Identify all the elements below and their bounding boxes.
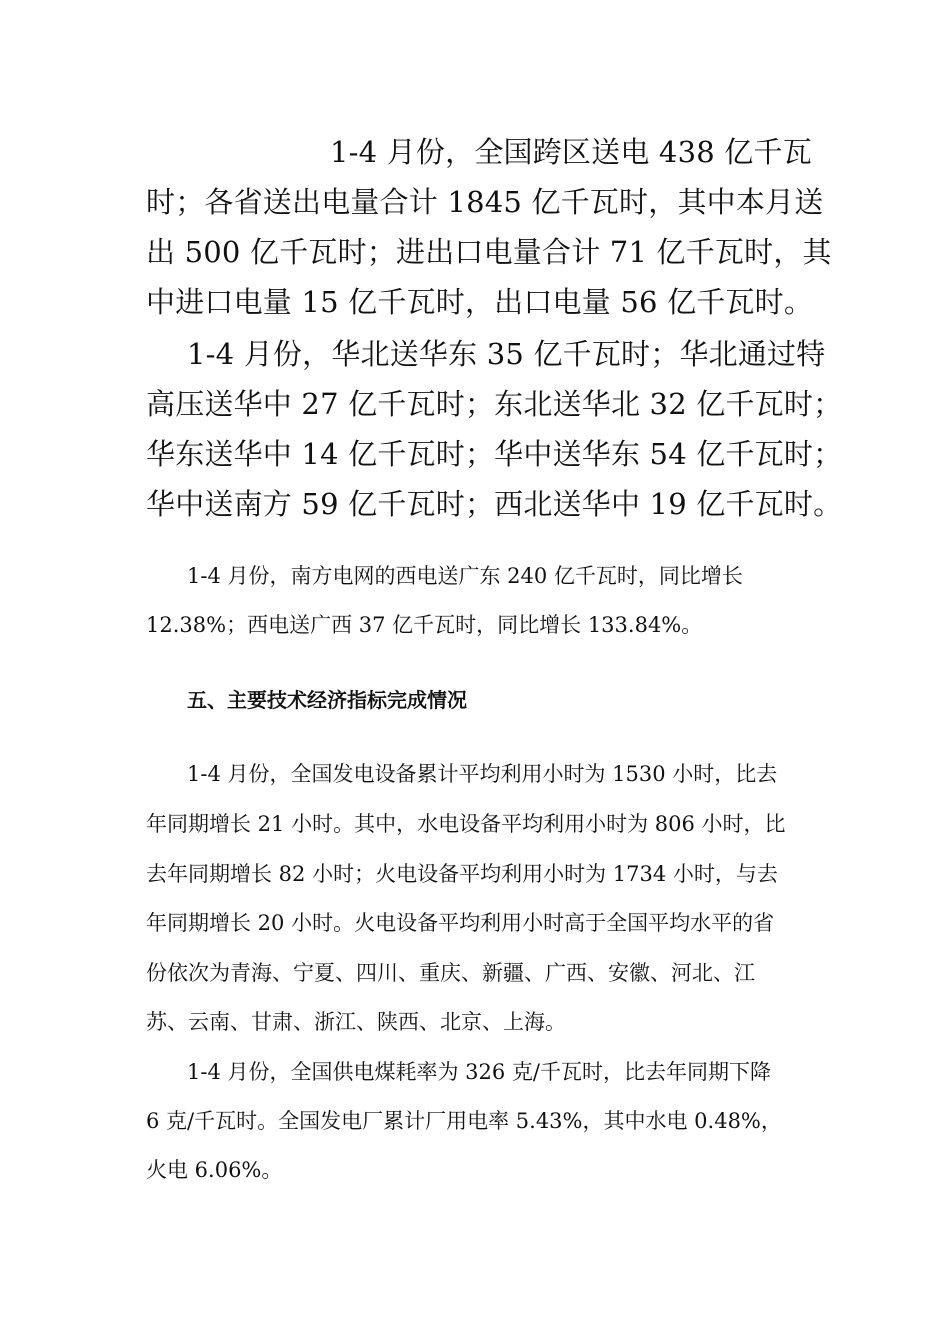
text-line: 12.38%；西电送广西 37 亿千瓦时，同比增长 133.84%。 <box>146 613 703 637</box>
text-line: 1-4 月份，全国供电煤耗率为 326 克/千瓦时，比去年同期下降 <box>187 1060 771 1084</box>
text-line: 份依次为青海、宁夏、四川、重庆、新疆、广西、安徽、河北、江 <box>146 961 755 985</box>
text-line: 华中送南方 59 亿千瓦时；西北送华中 19 亿千瓦时。 <box>146 487 843 521</box>
text-line: 年同期增长 21 小时。其中，水电设备平均利用小时为 806 小时，比 <box>146 812 786 836</box>
text-line: 去年同期增长 82 小时；火电设备平均利用小时为 1734 小时，与去 <box>146 862 778 886</box>
text-line: 1-4 月份，南方电网的西电送广东 240 亿千瓦时，同比增长 <box>187 564 743 588</box>
section-heading: 五、主要技术经济指标完成情况 <box>187 688 467 712</box>
text-line: 时；各省送出电量合计 1845 亿千瓦时，其中本月送 <box>146 185 824 219</box>
text-line: 1-4 月份，全国发电设备累计平均利用小时为 1530 小时，比去 <box>187 762 778 786</box>
text-line: 华东送华中 14 亿千瓦时；华中送华东 54 亿千瓦时； <box>146 437 843 471</box>
text-line: 火电 6.06%。 <box>146 1158 283 1182</box>
text-line: 年同期增长 20 小时。火电设备平均利用小时高于全国平均水平的省 <box>146 911 775 935</box>
text-line: 6 克/千瓦时。全国发电厂累计厂用电率 5.43%，其中水电 0.48%， <box>146 1109 782 1133</box>
text-line: 出 500 亿千瓦时；进出口电量合计 71 亿千瓦时，其 <box>146 235 832 269</box>
text-line: 高压送华中 27 亿千瓦时；东北送华北 32 亿千瓦时； <box>146 387 843 421</box>
text-line: 苏、云南、甘肃、浙江、陕西、北京、上海。 <box>146 1010 566 1034</box>
text-line: 1-4 月份，华北送华东 35 亿千瓦时；华北通过特 <box>187 337 826 371</box>
text-line: 中进口电量 15 亿千瓦时，出口电量 56 亿千瓦时。 <box>146 285 814 319</box>
text-line: 1-4 月份，全国跨区送电 438 亿千瓦 <box>330 135 812 169</box>
